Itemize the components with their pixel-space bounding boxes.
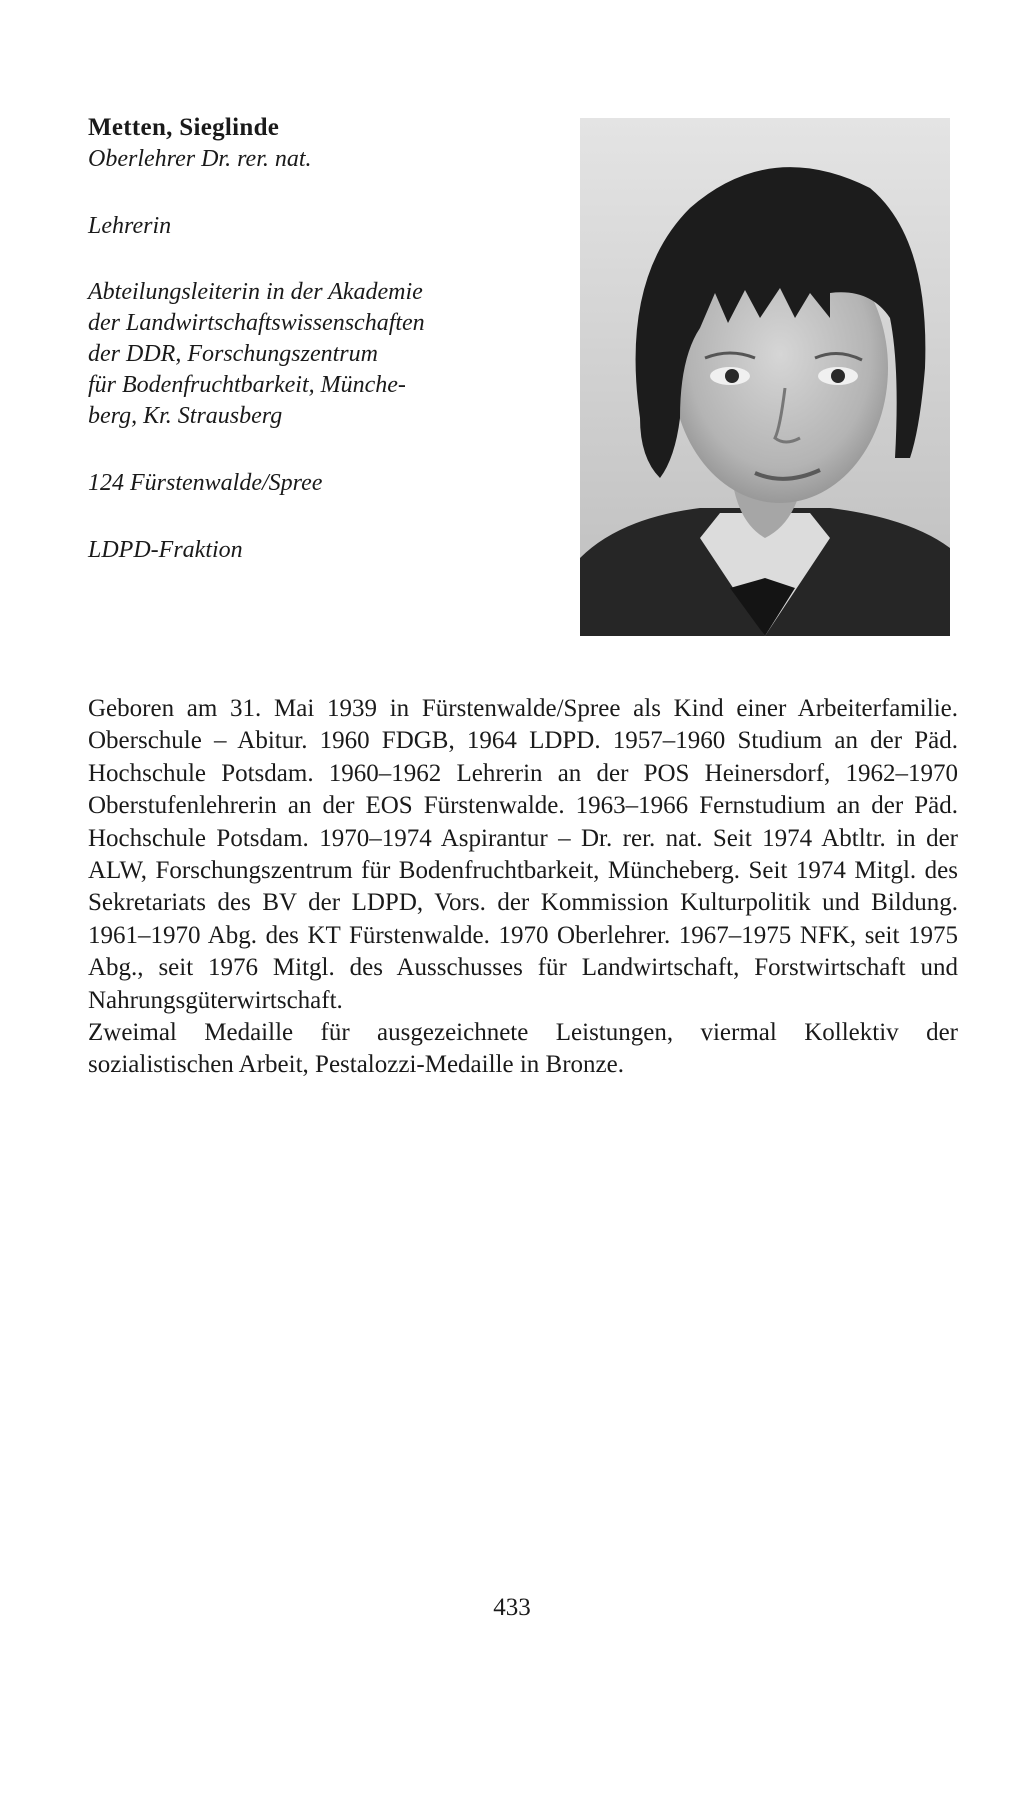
- position-line: Abteilungsleiterin in der Akademie: [88, 279, 423, 305]
- position-description: [88, 277, 558, 432]
- occupation: Lehrerin: [88, 213, 172, 239]
- portrait-photo: [580, 118, 950, 636]
- page-number: 433: [493, 1594, 531, 1621]
- position-line: der DDR, Forschungszentrum: [88, 341, 378, 367]
- parliamentary-faction: LDPD-Fraktion: [88, 537, 243, 563]
- biography-paragraph: Zweimal Medaille für ausgezeichnete Leistungen, viermal Kollektiv der sozialistischen Arbeit, Pestalozzi-Medaille in Bronze.: [88, 1019, 958, 1079]
- position-line: der Landwirtschaftswissenschaften: [88, 310, 425, 336]
- person-name: Metten, Sieglinde: [88, 114, 280, 141]
- academic-title: Oberlehrer Dr. rer. nat.: [88, 146, 312, 172]
- biography-paragraph: Geboren am 31. Mai 1939 in Fürstenwalde/Spree als Kind einer Arbeiterfamilie. Oberschule – Abitur. 1960 FDGB, 1964 LDPD. 1957–1960 Studium an der Päd. Hochschule Potsdam. 1960–1962 Lehrerin an der POS Heinersdorf, 1962–1970 Oberstufenlehrerin an der EOS Fürstenwalde. 1963–1966 Fernstudium an der Päd. Hochschule Potsdam. 1970–1974 Aspirantur – Dr. rer. nat. Seit 1974 Abtltr. in der ALW, Forschungszentrum für Bodenfruchtbarkeit, Müncheberg. Seit 1974 Mitgl. des Sekretariats des BV der LDPD, Vors. der Kommission Kulturpolitik und Bildung. 1961–1970 Abg. des KT Fürstenwalde. 1970 Oberlehrer. 1967–1975 NFK, seit 1975 Abg., seit 1976 Mitgl. des Ausschusses für Landwirtschaft, Forstwirtschaft und Nahrungsgüterwirtschaft.: [88, 695, 958, 1014]
- position-line: berg, Kr. Strausberg: [88, 403, 283, 429]
- biography: [88, 693, 958, 1082]
- electoral-district: 124 Fürstenwalde/Spree: [88, 470, 323, 496]
- entry-header: [88, 112, 558, 566]
- position-line: für Bodenfruchtbarkeit, Münche-: [88, 372, 406, 398]
